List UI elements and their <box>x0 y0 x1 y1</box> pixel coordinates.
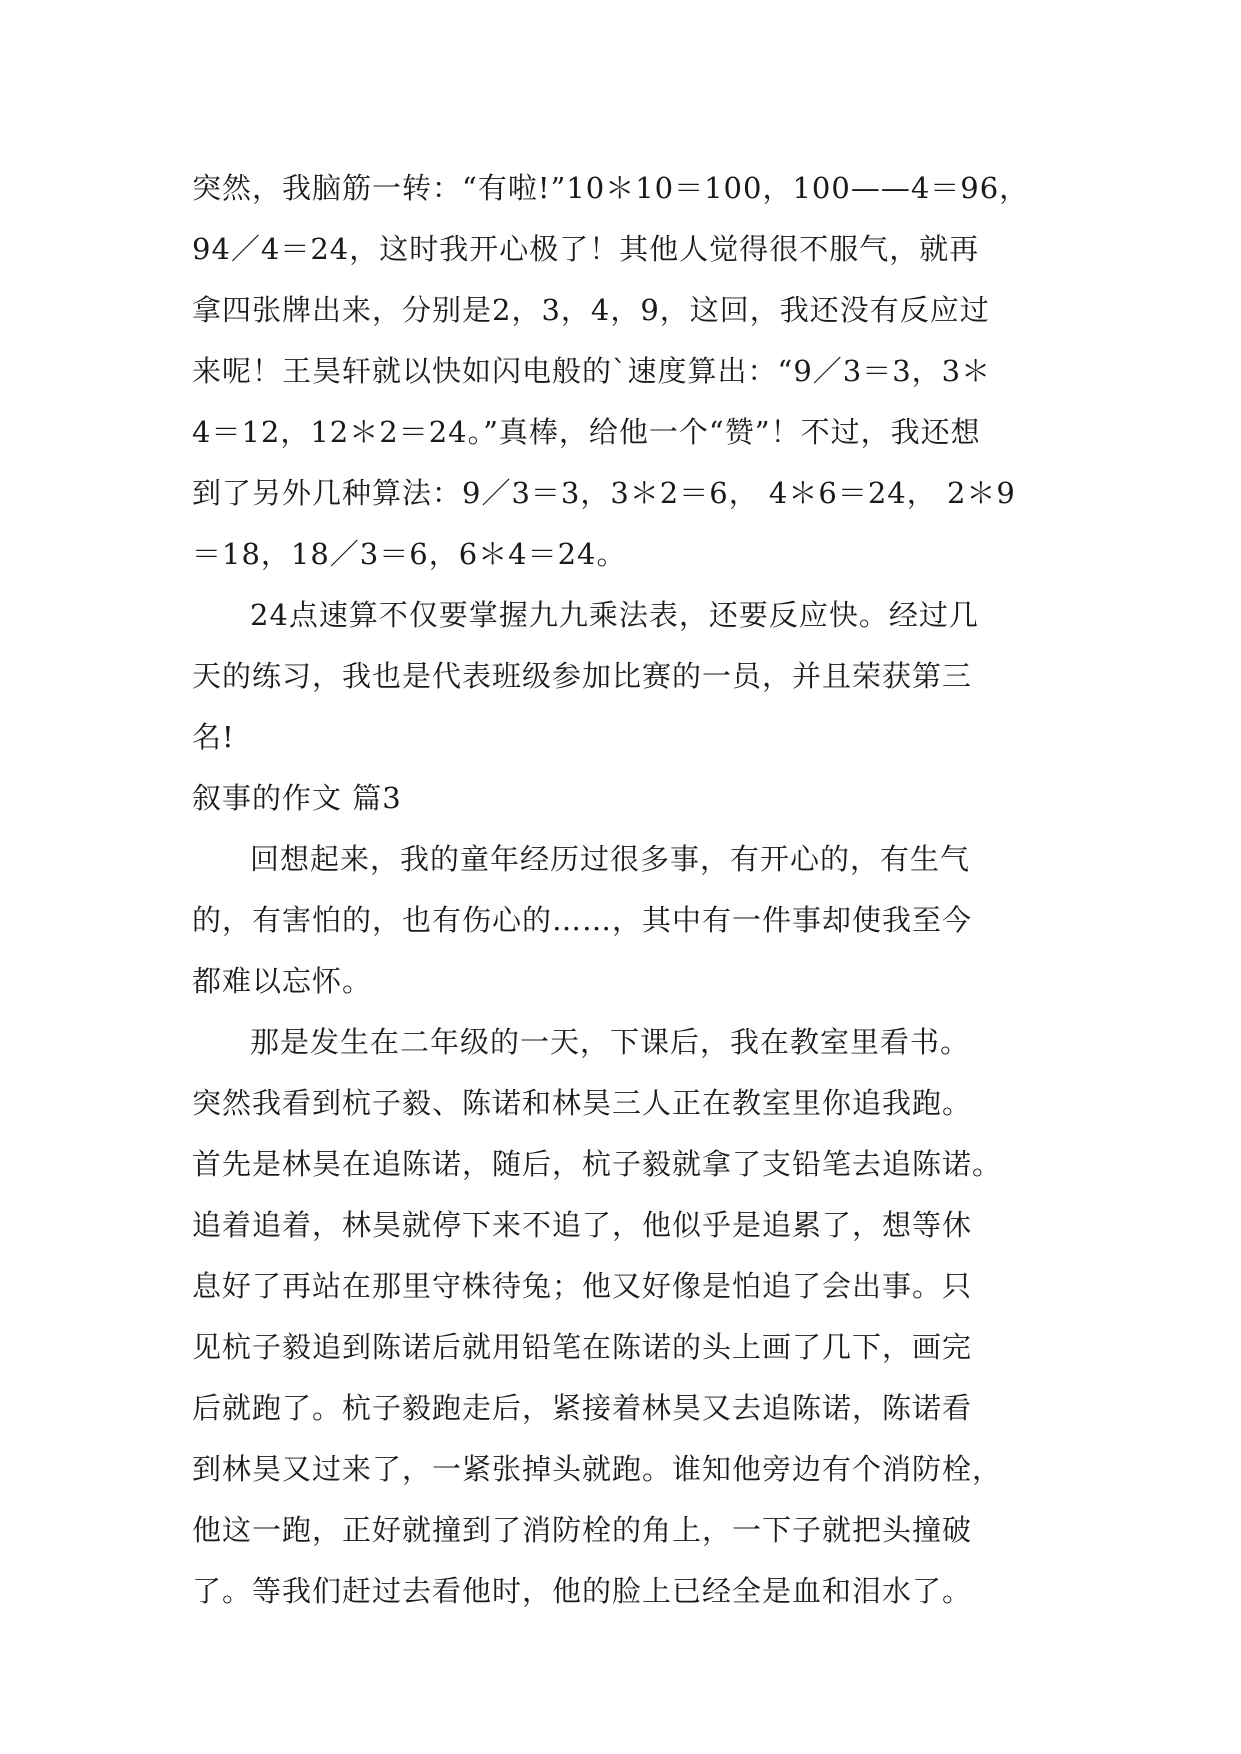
text-line: 来呢！王昊轩就以快如闪电般的`速度算出：“9／3＝3，3＊ <box>192 354 992 388</box>
text-line: 94／4＝24，这时我开心极了！其他人觉得很不服气，就再 <box>192 232 980 266</box>
text-line: 天的练习，我也是代表班级参加比赛的一员，并且荣获第三 <box>192 659 973 693</box>
essay-text-block <box>192 158 1072 1622</box>
text-line: 名! <box>192 720 235 754</box>
paragraph-first-line: 那是发生在二年级的一天，下课后，我在教室里看书。 <box>250 1025 971 1059</box>
section-heading: 叙事的作文 篇3 <box>192 781 402 815</box>
text-line: 追着追着，林昊就停下来不追了，他似乎是追累了，想等休 <box>192 1208 973 1242</box>
text-line: ＝18，18／3＝6，6＊4＝24。 <box>192 537 627 571</box>
text-line: 了。等我们赶过去看他时，他的脸上已经全是血和泪水了。 <box>192 1574 973 1608</box>
text-line: 突然，我脑筋一转：“有啦!”10＊10＝100，100——4＝96， <box>192 171 1030 205</box>
text-line: 4＝12，12＊2＝24。”真棒，给他一个“赞”！不过，我还想 <box>192 415 981 449</box>
text-line: 后就跑了。杭子毅跑走后，紧接着林昊又去追陈诺，陈诺看 <box>192 1391 973 1425</box>
text-line: 首先是林昊在追陈诺，随后，杭子毅就拿了支铅笔去追陈诺。 <box>192 1147 1003 1181</box>
text-line: 他这一跑，正好就撞到了消防栓的角上，一下子就把头撞破 <box>192 1513 973 1547</box>
text-line: 拿四张牌出来，分别是2，3，4，9，这回，我还没有反应过 <box>192 293 990 327</box>
text-line: 的，有害怕的，也有伤心的……，其中有一件事却使我至今 <box>192 903 973 937</box>
paragraph-first-line: 回想起来，我的童年经历过很多事，有开心的，有生气 <box>250 842 971 876</box>
text-line: 息好了再站在那里守株待兔；他又好像是怕追了会出事。只 <box>192 1269 973 1303</box>
text-line: 突然我看到杭子毅、陈诺和林昊三人正在教室里你追我跑。 <box>192 1086 973 1120</box>
text-line: 到了另外几种算法：9／3＝3，3＊2＝6， 4＊6＝24， 2＊9 <box>192 476 1016 510</box>
paragraph-first-line: 24点速算不仅要掌握九九乘法表，还要反应快。经过几 <box>250 598 979 632</box>
text-line: 见杭子毅追到陈诺后就用铅笔在陈诺的头上画了几下，画完 <box>192 1330 973 1364</box>
text-line: 都难以忘怀。 <box>192 964 373 998</box>
text-line: 到林昊又过来了，一紧张掉头就跑。谁知他旁边有个消防栓， <box>192 1452 1003 1486</box>
